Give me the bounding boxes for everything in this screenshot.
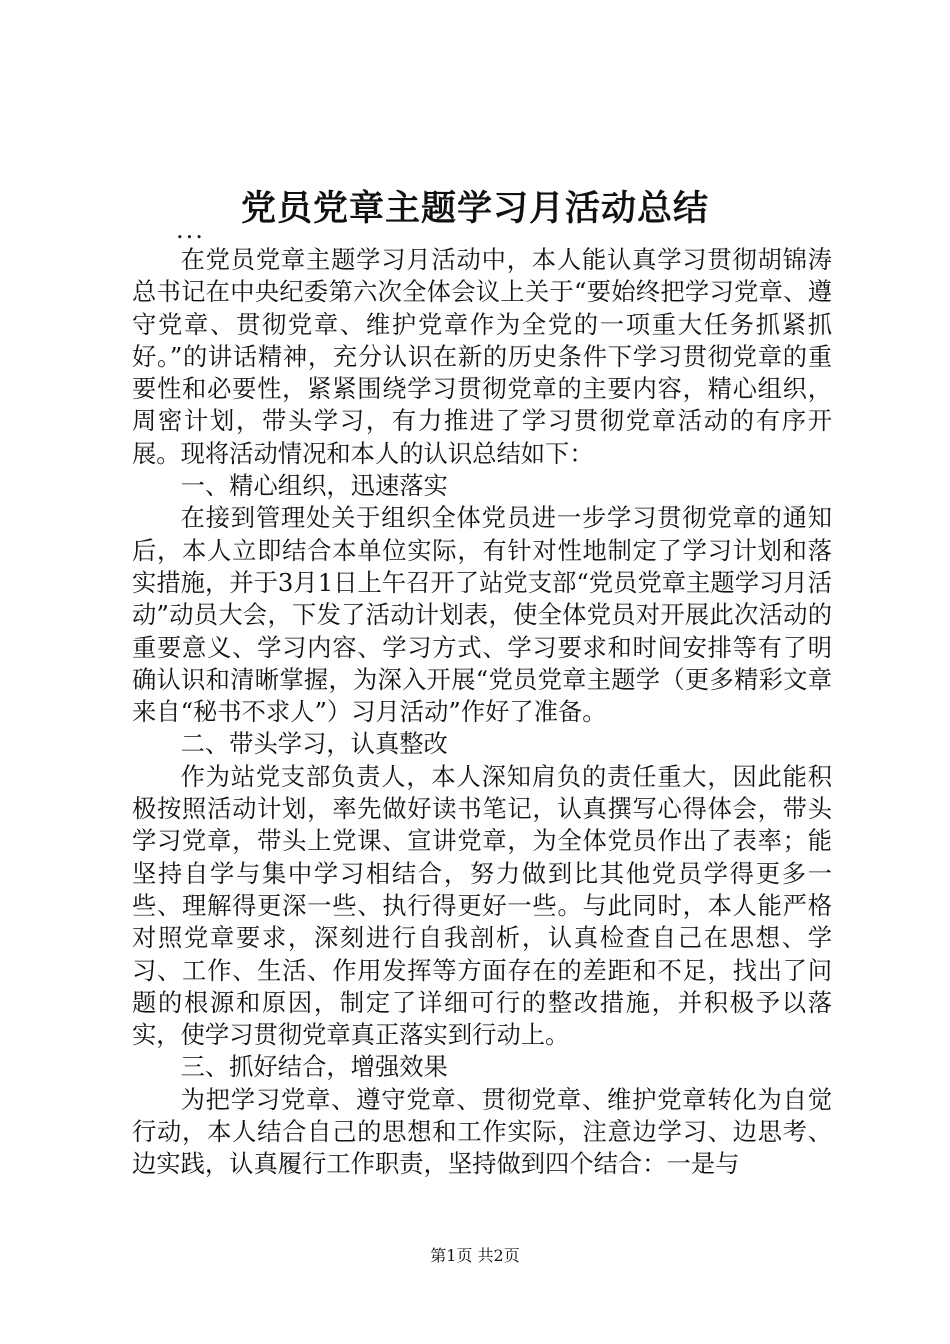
section-paragraph-3: 为把学习党章、遵守党章、贯彻党章、维护党章转化为自觉行动，本人结合自己的思想和工作实际，注意边学习、边思考、边实践，认真履行工作职责，坚持做到四个结合：一是与 — [132, 1084, 832, 1179]
ellipsis-marker: ... — [176, 216, 205, 244]
section-heading-1: 一、精心组织，迅速落实 — [180, 471, 448, 501]
intro-paragraph: 在党员党章主题学习月活动中，本人能认真学习贯彻胡锦涛总书记在中央纪委第六次全体会议上关于“要始终把学习党章、遵守党章、贯彻党章、维护党章作为全党的一项重大任务抓紧抓好。”的讲话精神，充分认识在新的历史条件下学习贯彻党章的重要性和必要性，紧紧围绕学习贯彻党章的主要内容，精心组织，周密计划，带头学习，有力推进了学习贯彻党章活动的有序开展。现将活动情况和本人的认识总结如下： — [132, 245, 832, 468]
document-title: 党员党章主题学习月活动总结 — [240, 188, 709, 229]
document-body — [132, 244, 832, 1181]
section-paragraph-2: 作为站党支部负责人，本人深知肩负的责任重大，因此能积极按照活动计划，率先做好读书笔记，认真撰写心得体会，带头学习党章，带头上党课、宣讲党章，为全体党员作出了表率；能坚持自学与集中学习相结合，努力做到比其他党员学得更多一些、理解得更深一些、执行得更好一些。与此同时，本人能严格对照党章要求，深刻进行自我剖析，认真检查自己在思想、学习、工作、生活、作用发挥等方面存在的差距和不足，找出了问题的根源和原因，制定了详细可行的整改措施，并积极予以落实，使学习贯彻党章真正落实到行动上。 — [132, 761, 832, 1050]
section-paragraph-1: 在接到管理处关于组织全体党员进一步学习贯彻党章的通知后，本人立即结合本单位实际，有针对性地制定了学习计划和落实措施，并于3月1日上午召开了站党支部“党员党章主题学习月活动”动员大会，下发了活动计划表，使全体党员对开展此次活动的重要意义、学习内容、学习方式、学习要求和时间安排等有了明确认识和清晰掌握，为深入开展“党员党章主题学（更多精彩文章来自“秘书不求人”）习月活动”作好了准备。 — [132, 503, 832, 727]
page-footer: 第1页 共2页 — [430, 1246, 520, 1265]
section-heading-2: 二、带头学习，认真整改 — [180, 729, 448, 759]
section-heading-3: 三、抓好结合，增强效果 — [180, 1052, 448, 1082]
